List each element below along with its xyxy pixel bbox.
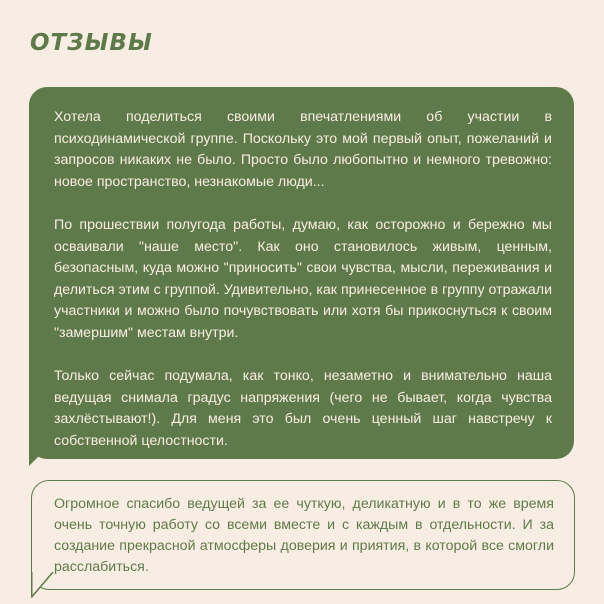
review-paragraph: Хотела поделиться своими впечатлениями об участии в психодинамической группе. Поскольку это мой первый опыт, пожеланий и запросов никаких не было. Просто было любопытно и немного тревожно: новое пространство, незнакомые люди... [54,109,552,190]
review-bubble-main [29,87,574,459]
review-paragraph: По прошествии полугода работы, думаю, как осторожно и бережно мы осваивали "наше место". Как оно становилось живым, ценным, безопасным, куда можно "приносить" свои чувства, мысли, переживания и делиться этим с группой. Удивительно, как принесенное в группу отражали участники и можно было почувствовать или хотя бы прикоснуться к своим "замершим" местам внутри. [54,217,552,341]
page-title: ОТЗЫВЫ [30,30,153,56]
speech-tail-second [31,572,55,598]
review-paragraph: Только сейчас подумала, как тонко, незаметно и внимательно наша ведущая снимала градус напряжения (чего не бывает, когда чувства захлёстывают!). Для меня это был очень ценный шаг навстречу к собственной целостности. [54,368,552,449]
speech-tail-main [29,440,55,466]
review-bubble-second [31,480,575,590]
review-text: Огромное спасибо ведущей за ее чуткую, деликатную и в то же время очень точную работу со всеми вместе и с каждым в отдельности. И за создание прекрасной атмосферы доверия и приятия, в которой все смогли расслабиться. [54,496,554,575]
